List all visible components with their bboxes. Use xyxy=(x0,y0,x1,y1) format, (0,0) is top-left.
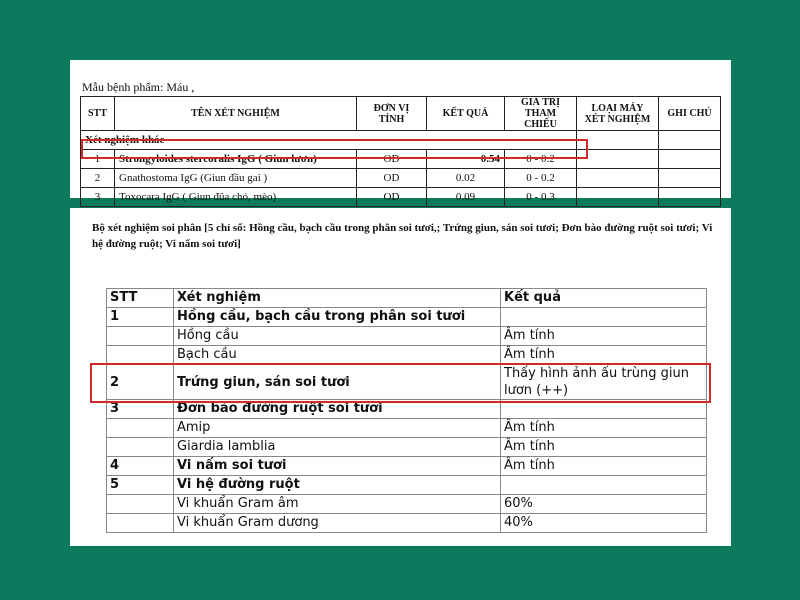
test-description: Bộ xét nghiệm soi phân [5 chỉ số: Hồng cầu, bạch cầu trong phân soi tươi,; Trứng giun, sán soi tươi; Đơn bào đường ruột soi tươi; Vi hệ đường ruột; Vi nấm soi tươi] xyxy=(92,222,713,250)
table-row xyxy=(107,346,707,365)
header-result: Kết quả xyxy=(501,289,707,308)
row-test-name: Gnathostoma IgG (Giun đầu gai ) xyxy=(115,169,357,188)
row-result: Âm tính xyxy=(501,419,707,438)
stool-test-panel xyxy=(70,208,731,546)
row-note xyxy=(659,169,721,188)
table-row xyxy=(81,169,721,188)
row-test: Hồng cầu, bạch cầu trong phân soi tươi xyxy=(174,308,501,327)
row-stt: 3 xyxy=(81,188,115,207)
row-test: Hồng cầu xyxy=(174,327,501,346)
row-machine xyxy=(577,169,659,188)
row-test: Vi khuẩn Gram âm xyxy=(174,495,501,514)
table-row xyxy=(107,457,707,476)
row-test: Trứng giun, sán soi tươi xyxy=(174,365,501,400)
row-stt: 5 xyxy=(107,476,174,495)
row-machine xyxy=(577,188,659,207)
row-stt xyxy=(107,346,174,365)
row-stt: 4 xyxy=(107,457,174,476)
row-test: Vi hệ đường ruột xyxy=(174,476,501,495)
row-unit: OD xyxy=(357,169,427,188)
table-row xyxy=(107,308,707,327)
table-row xyxy=(107,365,707,400)
row-stt: 2 xyxy=(107,365,174,400)
sample-label: Mẫu bệnh phẩm: Máu , xyxy=(82,80,195,94)
row-stt xyxy=(107,327,174,346)
table-row xyxy=(107,419,707,438)
group-label: Xét nghiệm khác xyxy=(81,131,577,150)
row-stt xyxy=(107,514,174,533)
row-stt: 2 xyxy=(81,169,115,188)
blood-test-table xyxy=(80,96,721,207)
row-result: 40% xyxy=(501,514,707,533)
table-header-row xyxy=(107,289,707,308)
row-note xyxy=(659,150,721,169)
table-header-row xyxy=(81,97,721,131)
row-result xyxy=(501,308,707,327)
header-test-name: TÊN XÉT NGHIỆM xyxy=(115,97,357,131)
table-row xyxy=(107,514,707,533)
header-machine: LOẠI MÁY XÉT NGHIỆM xyxy=(577,97,659,131)
row-result: 0.54 xyxy=(427,150,505,169)
header-unit: ĐƠN VỊ TÍNH xyxy=(357,97,427,131)
stool-test-table xyxy=(106,288,707,533)
table-cell xyxy=(659,131,721,150)
row-result: Âm tính xyxy=(501,438,707,457)
table-row xyxy=(107,438,707,457)
header-test: Xét nghiệm xyxy=(174,289,501,308)
row-test: Amip xyxy=(174,419,501,438)
header-stt: STT xyxy=(107,289,174,308)
header-result: KẾT QUẢ xyxy=(427,97,505,131)
row-result: Âm tính xyxy=(501,327,707,346)
row-result: 60% xyxy=(501,495,707,514)
row-test: Bạch cầu xyxy=(174,346,501,365)
row-result: 0.02 xyxy=(427,169,505,188)
row-test: Đơn bào đường ruột soi tươi xyxy=(174,400,501,419)
row-stt xyxy=(107,438,174,457)
row-stt: 3 xyxy=(107,400,174,419)
table-row xyxy=(107,400,707,419)
row-test: Vi nấm soi tươi xyxy=(174,457,501,476)
row-result: 0.09 xyxy=(427,188,505,207)
header-reference: GIÁ TRỊ THAM CHIẾU xyxy=(505,97,577,131)
row-result: Âm tính xyxy=(501,457,707,476)
row-test-name: Toxocara IgG ( Giun đũa chó, mèo) xyxy=(115,188,357,207)
table-row xyxy=(107,476,707,495)
row-unit: OD xyxy=(357,188,427,207)
table-cell xyxy=(577,131,659,150)
row-test-name: Strongyloides stercoralis IgG ( Giun lươn) xyxy=(115,150,357,169)
row-test: Giardia lamblia xyxy=(174,438,501,457)
table-row xyxy=(107,327,707,346)
group-row xyxy=(81,131,721,150)
row-stt: 1 xyxy=(107,308,174,327)
row-reference: 0 - 0.2 xyxy=(505,169,577,188)
row-result: Âm tính xyxy=(501,346,707,365)
row-reference: 0 - 0.2 xyxy=(505,150,577,169)
row-result xyxy=(501,476,707,495)
row-stt xyxy=(107,419,174,438)
row-test: Vi khuẩn Gram dương xyxy=(174,514,501,533)
row-stt xyxy=(107,495,174,514)
row-machine xyxy=(577,150,659,169)
table-row xyxy=(107,495,707,514)
table-row xyxy=(81,150,721,169)
table-row xyxy=(81,188,721,207)
header-stt: STT xyxy=(81,97,115,131)
row-result xyxy=(501,400,707,419)
blood-test-panel xyxy=(70,60,731,203)
row-result: Thấy hình ảnh ấu trùng giun lươn (++) xyxy=(501,365,707,400)
header-note: GHI CHÚ xyxy=(659,97,721,131)
row-note xyxy=(659,188,721,207)
row-unit: OD xyxy=(357,150,427,169)
row-stt: 1 xyxy=(81,150,115,169)
row-reference: 0 - 0.3 xyxy=(505,188,577,207)
